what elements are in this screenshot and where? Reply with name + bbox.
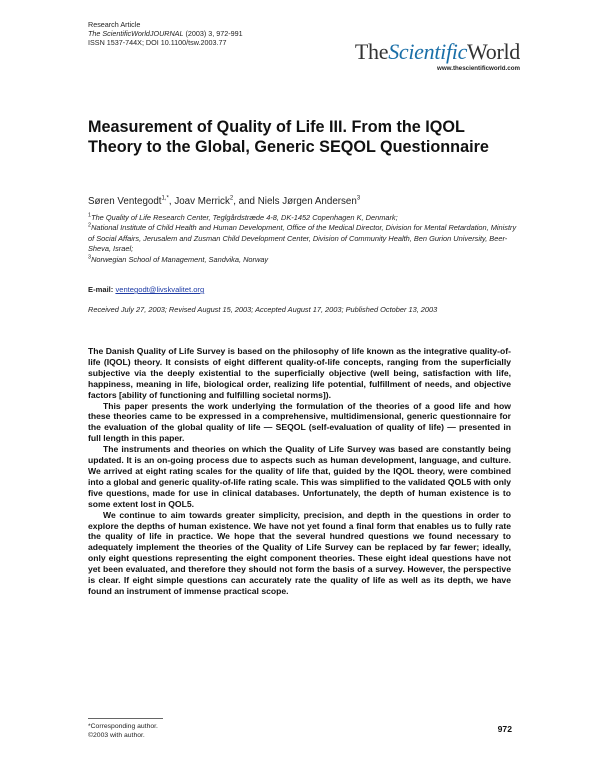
author-affiliation-mark: 3 bbox=[356, 195, 361, 202]
affiliation-number: 3 bbox=[88, 254, 92, 261]
affiliation bbox=[88, 255, 518, 265]
affiliation-text: Norwegian School of Management, Sandvika, Norway bbox=[91, 254, 269, 264]
journal-citation bbox=[88, 29, 243, 38]
logo-scientific: Scientific bbox=[388, 39, 468, 64]
author-separator: , and bbox=[233, 196, 258, 207]
email-line bbox=[88, 285, 204, 294]
affiliation-number: 2 bbox=[88, 222, 92, 229]
abstract-paragraph: The Danish Quality of Life Survey is based on the philosophy of life known as the integrative quality-of-life (IQOL) theory. It consists of eight different quality-of-life concepts, ranging from the superficially subjective via the deeply existential to the superficially objective (well being, satisfaction with life, happiness, meaning in life, biological order, realizing life potential, fulfillment of needs, and objective factors [ability of functioning and fulfilling societal norms]). bbox=[88, 346, 511, 400]
journal-volume: (2003) 3, 972-991 bbox=[183, 29, 243, 38]
affiliation bbox=[88, 223, 518, 254]
author-name: Niels Jørgen Andersen bbox=[257, 196, 357, 207]
affiliation-number: 1 bbox=[88, 212, 92, 219]
copyright-note: ©2003 with author. bbox=[88, 731, 145, 739]
author-affiliation-mark: 2 bbox=[229, 195, 234, 202]
footnote-divider bbox=[88, 718, 163, 719]
logo-world: World bbox=[467, 39, 520, 64]
journal-meta bbox=[88, 20, 243, 47]
page-number: 972 bbox=[497, 724, 512, 734]
affiliation bbox=[88, 213, 518, 223]
abstract-paragraph: We continue to aim towards greater simplicity, precision, and depth in the questions in order to explore the depths of human existence. We have not yet found a final form that enables us to fully rate the quality of life in practice. We hope that the several hundred questions we found necessary to adequately implement the theories of the Quality of Life Survey can be replaced by far fewer; ideally, only eight questions representing the eight component theories. These eight ideal questions have not yet been evaluated, and therefore they should not form the basis of a survey. However, the perspective is clear. If eight simple questions can accurately rate the quality of life as well as its depth, we have found an instrument of immense practical scope. bbox=[88, 509, 511, 596]
abstract-paragraph: The instruments and theories on which the Quality of Life Survey was based are constantly being updated. It is an on-going process due to aspects such as human development, language, and culture. We arrived at eight rating scales for the quality of life that, guided by the IQOL theory, were combined into a global and generic quality-of-life rating scale. This was simplified to the validated QOL5 with only five questions, made for use in clinical databases. Unfortunately, the depth of human existence is to some extent lost in QOL5. bbox=[88, 444, 511, 509]
logo-url: www.thescientificworld.com bbox=[437, 65, 520, 72]
article-type: Research Article bbox=[88, 20, 141, 29]
affiliation-text: The Quality of Life Research Center, Teglgårdstræde 4-8, DK-1452 Copenhagen K, Denmark; bbox=[91, 213, 398, 222]
affiliation-text: National Institute of Child Health and Human Development, Office of the Medical Director, Division for Mental Retardation, Ministry of Social Affairs, Jerusalem and Zusman Child Development Center, Division of Community Health, Ben Gurion University, Beer-Sheva, Israel; bbox=[88, 223, 517, 254]
logo-wordmark bbox=[355, 40, 520, 64]
journal-logo bbox=[355, 40, 520, 72]
publication-dates: Received July 27, 2003; Revised August 15, 2003; Accepted August 17, 2003; Published October 13, 2003 bbox=[88, 305, 438, 314]
author-separator: , bbox=[168, 196, 175, 207]
logo-the: The bbox=[354, 39, 389, 64]
author-name: Joav Merrick bbox=[174, 196, 230, 207]
affiliations bbox=[88, 213, 518, 265]
paper-title: Measurement of Quality of Life III. From the IQOL Theory to the Global, Generic SEQOL Questionnaire bbox=[88, 118, 489, 156]
author-name: Søren Ventegodt bbox=[88, 196, 162, 207]
author-list bbox=[88, 196, 360, 207]
abstract bbox=[88, 346, 511, 597]
issn-doi: ISSN 1537-744X; DOI 10.1100/tsw.2003.77 bbox=[88, 38, 227, 47]
abstract-paragraph: This paper presents the work underlying the formulation of the theories of a good life and how these theories came to be expressed in a comprehensive, multidimensional, generic questionnaire for the evaluation of the global quality of life — SEQOL (self-evaluation of quality of life) — presented in full length in this paper. bbox=[88, 400, 511, 444]
email-link[interactable]: ventegodt@livskvalitet.org bbox=[115, 285, 205, 294]
corresponding-author-note: *Corresponding author. bbox=[88, 723, 158, 730]
email-label: E-mail: bbox=[88, 285, 116, 294]
author-affiliation-mark: 1,* bbox=[161, 195, 169, 202]
journal-name: The ScientificWorldJOURNAL bbox=[88, 29, 184, 38]
footnotes bbox=[88, 723, 158, 740]
